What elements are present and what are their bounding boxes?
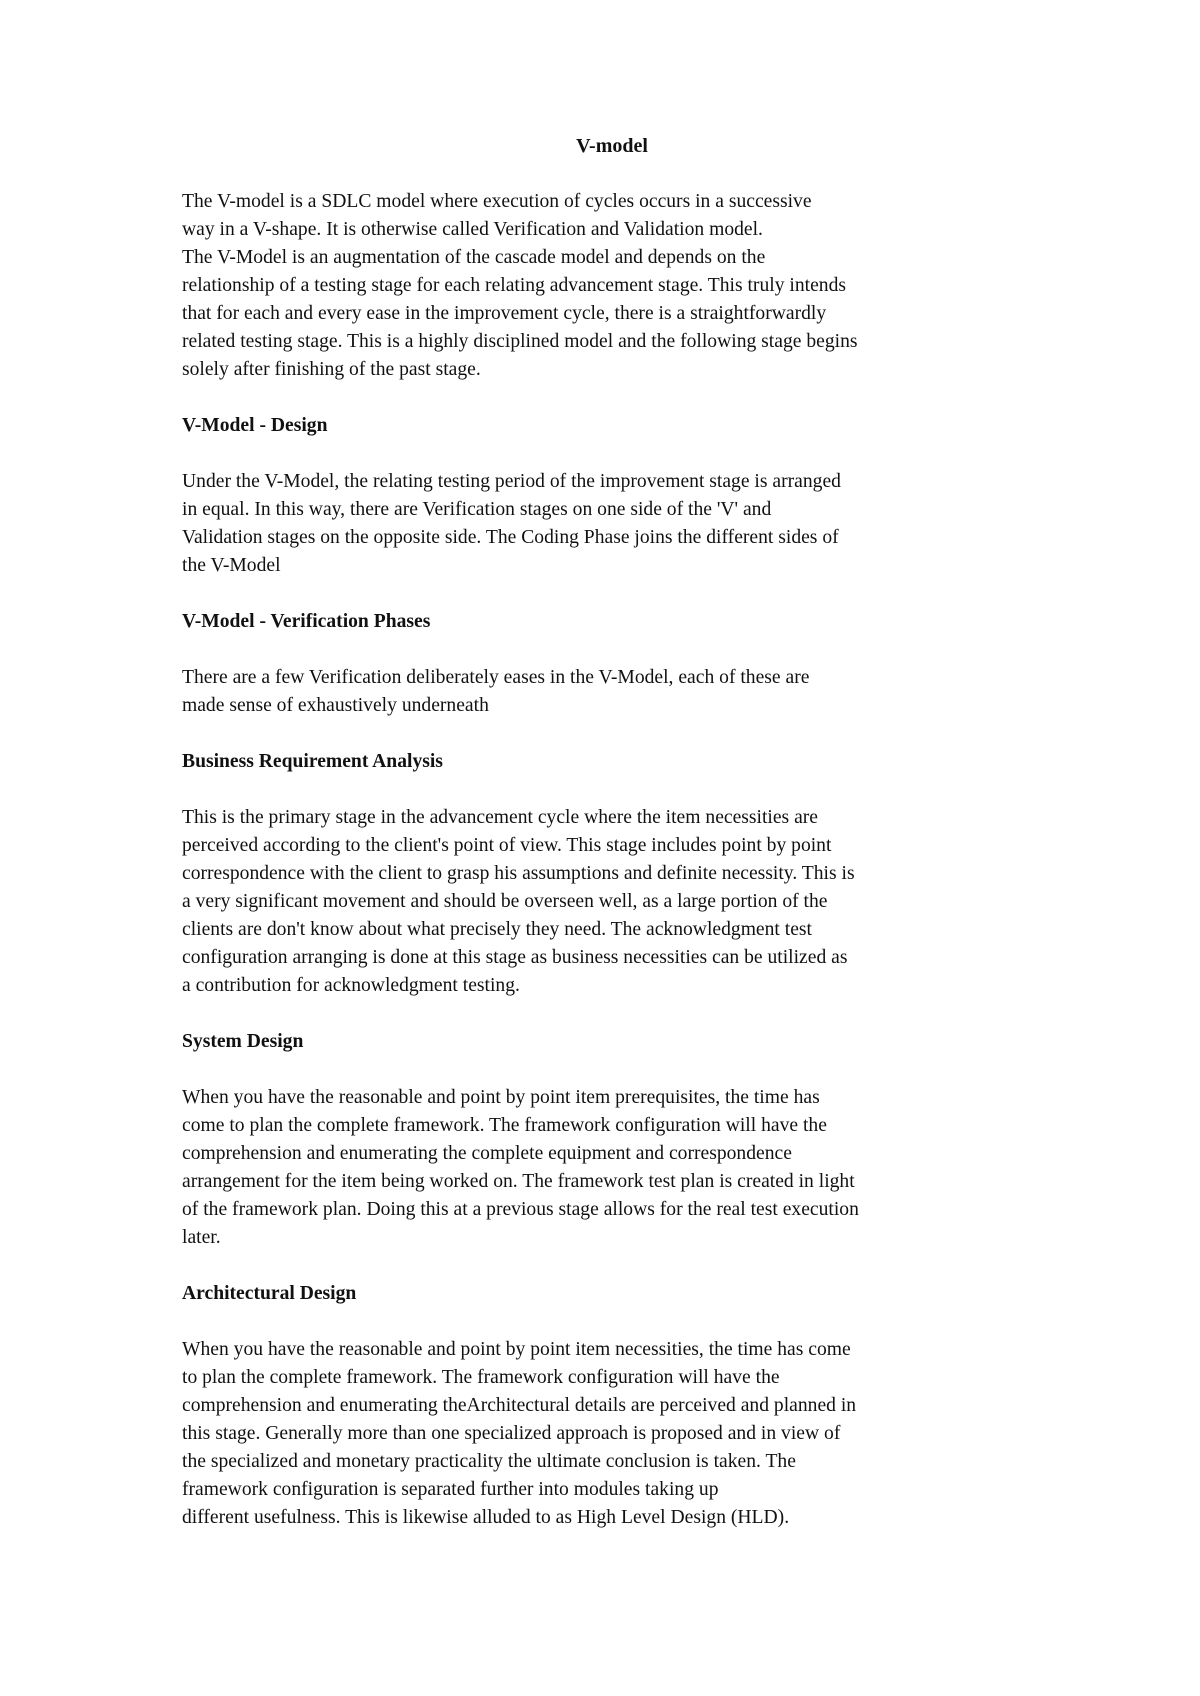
section-body-business-requirement-analysis: This is the primary stage in the advancement cycle where the item necessities are perceived according to the client's point of view. This stage includes point by point correspondence with the client to grasp his assumptions and definite necessity. This is a very significant movement and should be overseen well, as a large portion of the clients are don't know about what precisely they need. The acknowledgment test configuration arranging is done at this stage as business necessities can be utilized as a contribution for acknowledgment testing.	[182, 807, 855, 996]
section-body-verification-phases: There are a few Verification deliberately eases in the V-Model, each of these are made sense of exhaustively underneath	[182, 667, 810, 716]
section-heading-business-requirement-analysis: Business Requirement Analysis	[182, 751, 443, 772]
section-body-design: Under the V-Model, the relating testing period of the improvement stage is arranged in equal. In this way, there are Verification stages on one side of the 'V' and Validation stages on the opposite side. The Coding Phase joins the different sides of the V-Model	[182, 471, 841, 576]
intro-paragraph-1: The V-model is a SDLC model where execution of cycles occurs in a successive way in a V-shape. It is otherwise called Verification and Validation model.	[182, 191, 812, 240]
section-body-system-design: When you have the reasonable and point by point item prerequisites, the time has come to plan the complete framework. The framework configuration will have the comprehension and enumerating the complete equipment and correspondence arrangement for the item being worked on. The framework test plan is created in light of the framework plan. Doing this at a previous stage allows for the real test execution later.	[182, 1087, 859, 1248]
section-heading-design: V-Model - Design	[182, 415, 328, 436]
document-page	[182, 132, 1042, 1560]
section-heading-system-design: System Design	[182, 1031, 304, 1052]
document-title: V-model	[576, 135, 648, 157]
intro-paragraph-2: The V-Model is an augmentation of the cascade model and depends on the relationship of a testing stage for each relating advancement stage. This truly intends that for each and every ease in the improvement cycle, there is a straightforwardly related testing stage. This is a highly disciplined model and the following stage begins solely after finishing of the past stage.	[182, 247, 858, 380]
section-body-architectural-design: When you have the reasonable and point by point item necessities, the time has come to plan the complete framework. The framework configuration will have the comprehension and enumerating theArchitectural details are perceived and planned in this stage. Generally more than one specialized approach is proposed and in view of the specialized and monetary practicality the ultimate conclusion is taken. The framework configuration is separated further into modules taking up different usefulness. This is likewise alluded to as High Level Design (HLD).	[182, 1339, 857, 1528]
section-heading-architectural-design: Architectural Design	[182, 1283, 357, 1304]
section-heading-verification-phases: V-Model - Verification Phases	[182, 611, 431, 632]
